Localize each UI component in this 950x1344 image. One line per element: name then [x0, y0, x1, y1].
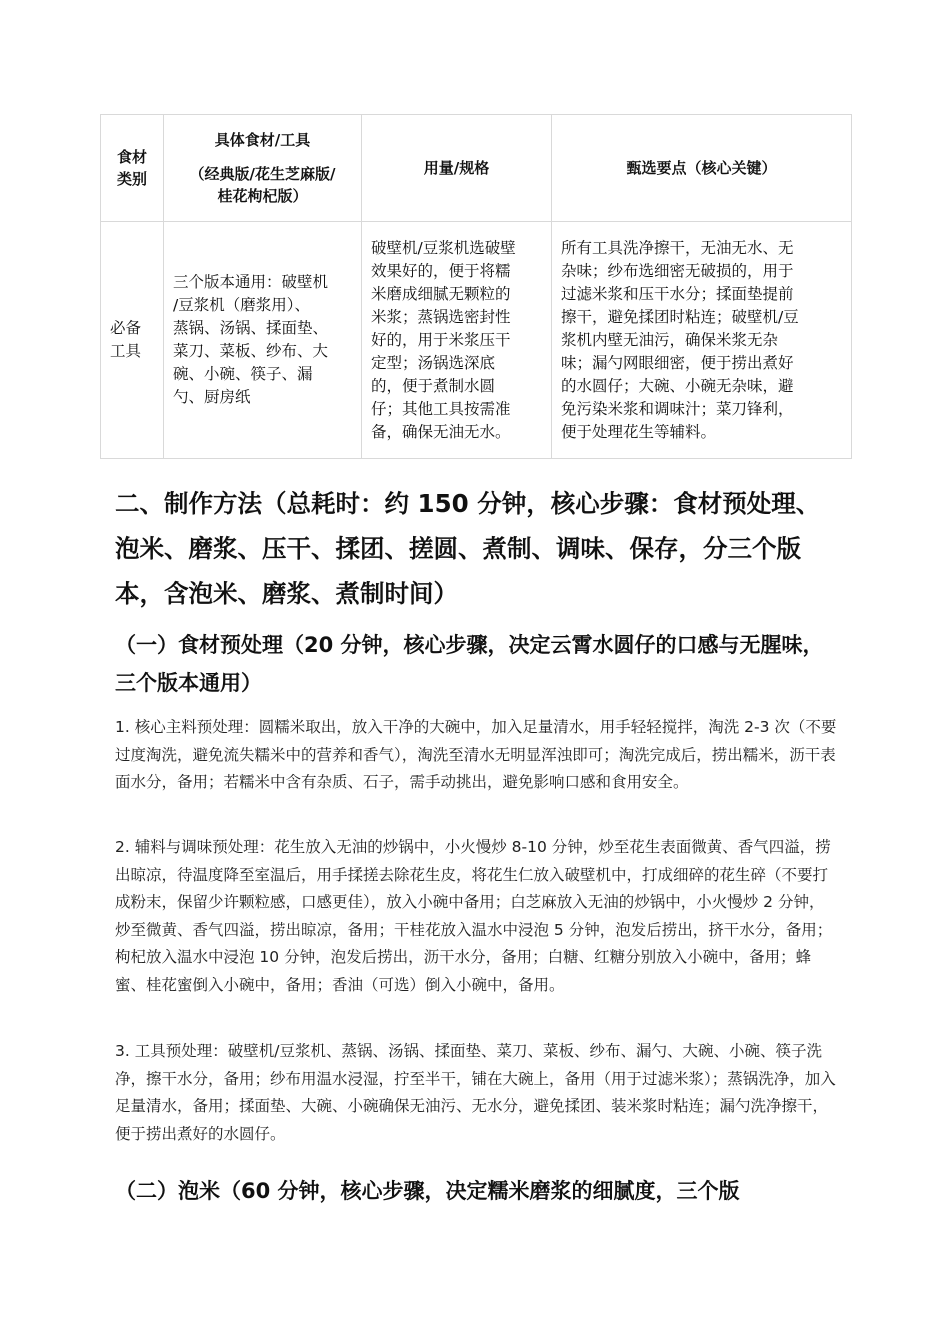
header-category: 食材 类别: [101, 115, 164, 222]
cell-amount: 破壁机/豆浆机选破壁 效果好的，便于将糯 米磨成细腻无颗粒的 米浆；蒸锅选密封性 好的，用于米浆压干 定型；汤锅选深底 的，便于煮制水圆 仔；其他工具按需准 备，确保无油无水。: [362, 222, 552, 459]
header-amount: 用量/规格: [362, 115, 552, 222]
cell-category: 必备 工具: [101, 222, 164, 459]
ingredients-table: [100, 114, 852, 459]
table-header-row: [101, 115, 852, 222]
header-items: 具体食材/工具 （经典版/花生芝麻版/ 桂花枸杞版）: [164, 115, 362, 222]
paragraph-auxiliary-prep: 2. 辅料与调味预处理：花生放入无油的炒锅中，小火慢炒 8-10 分钟，炒至花生表面微黄、香气四溢，捞出晾凉，待温度降至室温后，用手揉搓去除花生皮，将花生仁放入破壁机中，打成细碎的花生碎（不要打成粉末，保留少许颗粒感，口感更佳），放入小碗中备用；白芝麻放入无油的炒锅中，小火慢炒 2 分钟，炒至微黄、香气四溢，捞出晾凉，备用；干桂花放入温水中浸泡 5 分钟，泡发后捞出，挤干水分，备用；枸杞放入温水中浸泡 10 分钟，泡发后捞出，沥干水分，备用；白糖、红糖分别放入小碗中，备用；蜂蜜、桂花蜜倒入小碗中，备用；香油（可选）倒入小碗中，备用。: [115, 838, 833, 994]
paragraph-tool-prep: 3. 工具预处理：破壁机/豆浆机、蒸锅、汤锅、揉面垫、菜刀、菜板、纱布、漏勺、大碗、小碗、筷子洗净，擦干水分，备用；纱布用温水浸湿，拧至半干，铺在大碗上，备用（用于过滤米浆）；蒸锅洗净，加入足量清水，备用；揉面垫、大碗、小碗确保无油污、无水分，避免揉团、装米浆时粘连；漏勺洗净擦干，便于捞出煮好的水圆仔。: [115, 1042, 836, 1143]
subsection-title-preprocessing: （一）食材预处理（20 分钟，核心步骤，决定云霄水圆仔的口感与无腥味，三个版本通用）: [115, 633, 824, 695]
subsection-title-soaking: （二）泡米（60 分钟，核心步骤，决定糯米磨浆的细腻度，三个版: [115, 1179, 740, 1203]
cell-items: 三个版本通用：破壁机 /豆浆机（磨浆用）、 蒸锅、汤锅、揉面垫、 菜刀、菜板、纱布、大 碗、小碗、筷子、漏 勺、厨房纸: [164, 222, 362, 459]
cell-selection: 所有工具洗净擦干，无油无水、无 杂味；纱布选细密无破损的，用于 过滤米浆和压干水分；揉面垫提前 擦干，避免揉团时粘连；破壁机/豆 浆机内壁无油污，确保米浆无杂 味；漏勺网眼细密，便于捞出煮好 的水圆仔；大碗、小碗无杂味，避 免污染米浆和调味汁；菜刀锋利， 便于处理花生等辅料。: [552, 222, 852, 459]
header-selection: 甄选要点（核心关键）: [552, 115, 852, 222]
table-row: [101, 222, 852, 459]
section-title-method: 二、制作方法（总耗时：约 150 分钟，核心步骤：食材预处理、泡米、磨浆、压干、揉团、搓圆、煮制、调味、保存，分三个版本，含泡米、磨浆、煮制时间）: [115, 489, 821, 608]
paragraph-main-ingredient-prep: 1. 核心主料预处理：圆糯米取出，放入干净的大碗中，加入足量清水，用手轻轻搅拌，淘洗 2-3 次（不要过度淘洗，避免流失糯米中的营养和香气），淘洗至清水无明显浑浊即可；淘洗完成后，捞出糯米，沥干表面水分，备用；若糯米中含有杂质、石子，需手动挑出，避免影响口感和食用安全。: [115, 718, 837, 791]
